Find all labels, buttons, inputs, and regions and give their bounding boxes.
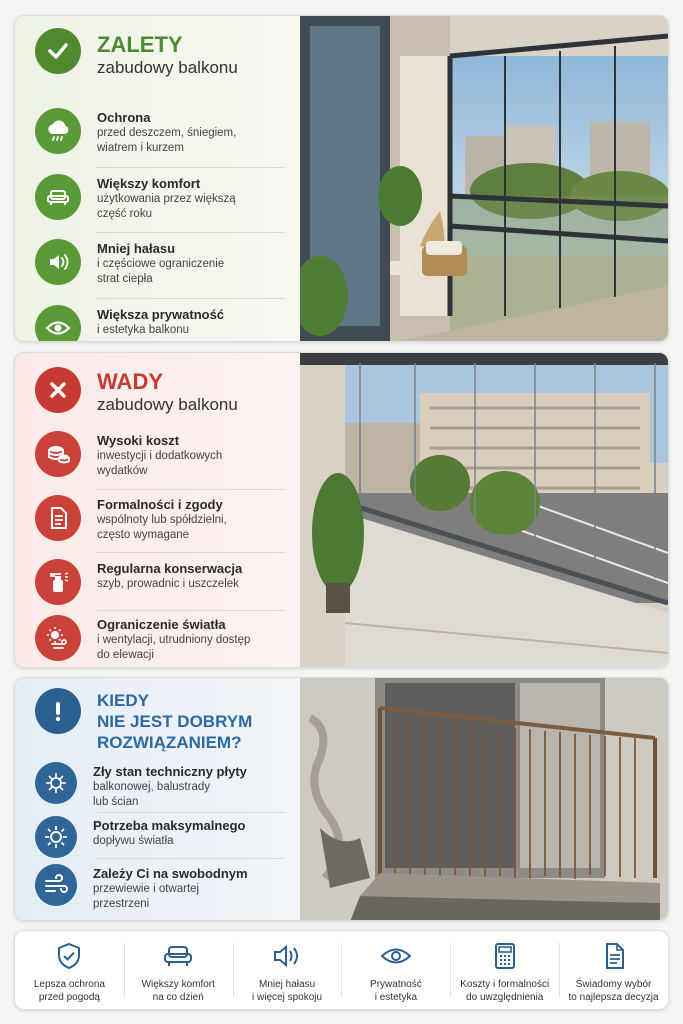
calculator-icon [488, 939, 522, 973]
wind-icon [35, 864, 77, 906]
exclamation-icon [35, 688, 81, 734]
list-item [35, 108, 285, 156]
item-title: Mniej hałasu [97, 241, 176, 256]
wady-title: WADY [97, 369, 163, 394]
item-desc: część roku [97, 208, 152, 220]
cloud-rain-icon [35, 108, 81, 154]
kiedy-panel [14, 677, 669, 921]
item-desc: i estetyka balkonu [97, 324, 190, 336]
glazed-balcony-photo [300, 16, 668, 341]
sun-wind-icon [35, 615, 81, 661]
summary-label: i więcej spokoju [252, 991, 323, 1003]
divider [95, 232, 285, 233]
summary-label: Mniej hałasu [258, 979, 316, 990]
speaker-icon [35, 239, 81, 285]
item-desc: często wymagane [97, 529, 190, 541]
summary-label: do uwzględnienia [466, 991, 544, 1003]
wady-panel [14, 352, 669, 668]
document-icon [597, 939, 631, 973]
armchair-icon [35, 174, 81, 220]
item-title: Ochrona [97, 110, 151, 125]
item-desc: i wentylacji, utrudniony dostęp [97, 634, 251, 646]
item-title: Regularna konserwacja [97, 561, 243, 576]
summary-label: Koszty i formalności [460, 979, 550, 990]
summary-label: to najlepsza decyzja [568, 991, 659, 1003]
list-item [35, 864, 285, 912]
item-title: Większy komfort [97, 176, 201, 191]
item-title: Ograniczenie światła [97, 617, 226, 632]
checkmark-icon [35, 28, 81, 74]
list-item [35, 305, 285, 342]
summary-label: i estetyka [374, 991, 418, 1003]
divider [95, 167, 285, 168]
wady-list [15, 353, 302, 667]
summary-label: przed pogodą [38, 991, 100, 1003]
summary-label: Prywatność [370, 979, 422, 990]
item-title: Formalności i zgody [97, 497, 223, 512]
kiedy-title [97, 690, 252, 753]
zalety-list [15, 16, 302, 341]
kiedy-title-line: KIEDY [97, 691, 149, 710]
item-desc: przewiewie i otwartej [93, 883, 200, 895]
item-desc: użytkowania przez większą [97, 193, 236, 205]
summary-label: na co dzień [152, 991, 204, 1003]
item-desc: wspólnoty lub spółdzielni, [97, 514, 227, 526]
zalety-subtitle: zabudowy balkonu [97, 58, 238, 77]
summary-item [341, 931, 450, 1009]
shield-check-icon [52, 939, 86, 973]
item-desc: dopływu światła [93, 835, 174, 847]
item-desc: przed deszczem, śniegiem, [97, 127, 237, 139]
summary-item [450, 931, 559, 1009]
balcony-street-view-photo [300, 353, 668, 667]
item-desc: lub ścian [93, 796, 139, 808]
item-desc: inwestycji i dodatkowych [97, 450, 223, 462]
kiedy-list [15, 678, 302, 920]
item-desc: do elewacji [97, 649, 154, 661]
list-item [35, 495, 285, 543]
damaged-balcony-photo [300, 678, 668, 920]
list-item [35, 816, 285, 858]
divider [95, 812, 285, 813]
summary-item [124, 931, 233, 1009]
kiedy-title-line: ROZWIĄZANIEM? [97, 733, 242, 752]
eye-icon [35, 305, 81, 342]
divider [95, 298, 285, 299]
item-desc: wydatków [97, 465, 148, 477]
divider [95, 552, 285, 553]
summary-item [15, 931, 124, 1009]
armchair-icon [161, 939, 195, 973]
list-item [35, 239, 285, 287]
divider [95, 489, 285, 490]
kiedy-title-line: NIE JEST DOBRYM [97, 712, 253, 731]
summary-bar [14, 930, 669, 1010]
zalety-panel [14, 15, 669, 342]
spray-bottle-icon [35, 559, 81, 605]
list-item [35, 762, 285, 810]
list-item [35, 559, 285, 605]
item-title: Potrzeba maksymalnego [93, 818, 246, 833]
item-desc: szyb, prowadnic i uszczelek [97, 578, 239, 590]
summary-label: Większy komfort [141, 979, 215, 990]
list-item [35, 174, 285, 222]
divider [95, 610, 285, 611]
item-title: Większa prywatność [97, 307, 225, 322]
list-item [35, 615, 285, 663]
sun-icon [35, 816, 77, 858]
item-title: Wysoki koszt [97, 433, 180, 448]
item-title: Zły stan techniczny płyty [93, 764, 247, 779]
item-desc: wiatrem i kurzem [97, 142, 184, 154]
wady-subtitle: zabudowy balkonu [97, 395, 238, 414]
coins-icon [35, 431, 81, 477]
item-desc: strat ciepła [97, 273, 153, 285]
speaker-icon [270, 939, 304, 973]
close-icon [35, 367, 81, 413]
summary-item [233, 931, 342, 1009]
summary-label: Lepsza ochrona [33, 979, 105, 990]
list-item [35, 431, 285, 479]
item-desc: przestrzeni [93, 898, 150, 910]
item-desc: i częściowe ograniczenie [97, 258, 225, 270]
divider [95, 858, 285, 859]
summary-item [559, 931, 668, 1009]
zalety-title: ZALETY [97, 32, 183, 57]
item-title: Zależy Ci na swobodnym [93, 866, 248, 881]
item-desc: balkonowej, balustrady [93, 781, 210, 793]
cracked-icon [35, 762, 77, 804]
document-icon [35, 495, 81, 541]
eye-icon [379, 939, 413, 973]
summary-label: Świadomy wybór [575, 979, 652, 990]
